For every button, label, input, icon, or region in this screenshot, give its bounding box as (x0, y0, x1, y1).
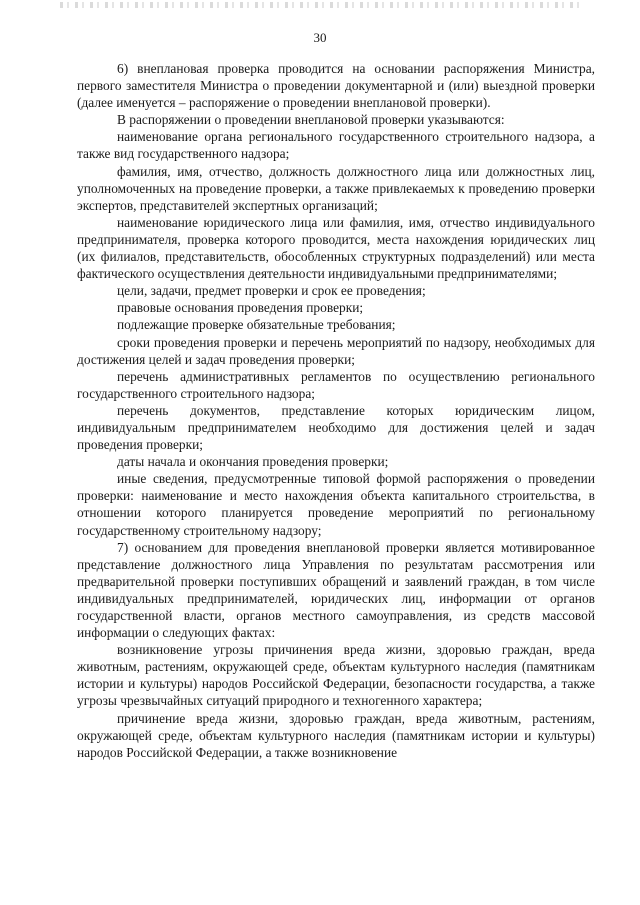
paragraph: фамилия, имя, отчество, должность должностного лица или должностных лиц, уполномоченных на проведение проверки, а также привлекаемых к проведению проверки экспертов, представителей экспертных организаций; (77, 163, 595, 213)
paragraph: подлежащие проверке обязательные требования; (117, 317, 396, 333)
paragraph: причинение вреда жизни, здоровью граждан, вреда животным, растениям, окружающей среде, объектам культурного наследия (памятникам истории и культуры) народов Российской Федерации, а также возникновение (77, 710, 595, 760)
paragraph: 7) основанием для проведения внеплановой проверки является мотивированное представление должностного лица Управления по результатам рассмотрения или предварительной проверки поступивших обращений и заявлений граждан, в том числе индивидуальных предпринимателей, юридических лиц, информации от органов государственной власти, органов местного самоуправления, из средств массовой информации о следующих фактах: (77, 539, 595, 641)
paragraph: наименование органа регионального государственного строительного надзора, а также вид государственного надзора; (77, 129, 595, 162)
paragraph: перечень документов, представление которых юридическим лицом, индивидуальным предпринимателем необходимо для достижения целей и задач проведения проверки; (77, 402, 595, 453)
paragraph: наименование юридического лица или фамилия, имя, отчество индивидуального предпринимателя, проверка которого проводится, места нахождения юридических лиц (их филиалов, представительств, обособленных структурных подразделений) или места фактического осуществления деятельности индивидуальными предпринимателями; (77, 214, 595, 282)
paragraph: 6) внеплановая проверка проводится на основании распоряжения Министра, первого заместителя Министра о проведении документарной и (или) выездной проверки (далее именуется – распоряжение о проведении внеплановой проверки). (77, 61, 595, 111)
page-number: 30 (313, 30, 327, 45)
paragraph: иные сведения, предусмотренные типовой формой распоряжения о проведении проверки: наименование и место нахождения объекта капитального строительства, в отношении которого планируется проведение мероприятий по региональному государственному строительному надзору; (77, 471, 595, 538)
paragraph: даты начала и окончания проведения проверки; (117, 454, 389, 470)
scan-artifact (60, 2, 580, 8)
paragraph: правовые основания проведения проверки; (117, 300, 364, 316)
paragraph: сроки проведения проверки и перечень мероприятий по надзору, необходимых для достижения целей и задач проведения проверки; (77, 334, 595, 367)
paragraph: возникновение угрозы причинения вреда жизни, здоровью граждан, вреда животным, растениям, окружающей среде, объектам культурного наследия (памятникам истории и культуры) народов Российской Федерации, безопасности государства, а также угрозы чрезвычайных ситуаций природного и техногенного характера; (77, 642, 595, 709)
paragraph: цели, задачи, предмет проверки и срок ее проведения; (117, 283, 426, 299)
document-body (77, 60, 595, 761)
paragraph: перечень административных регламентов по осуществлению регионального государственного строительного надзора; (77, 368, 595, 401)
paragraph: В распоряжении о проведении внеплановой проверки указываются: (117, 112, 505, 128)
